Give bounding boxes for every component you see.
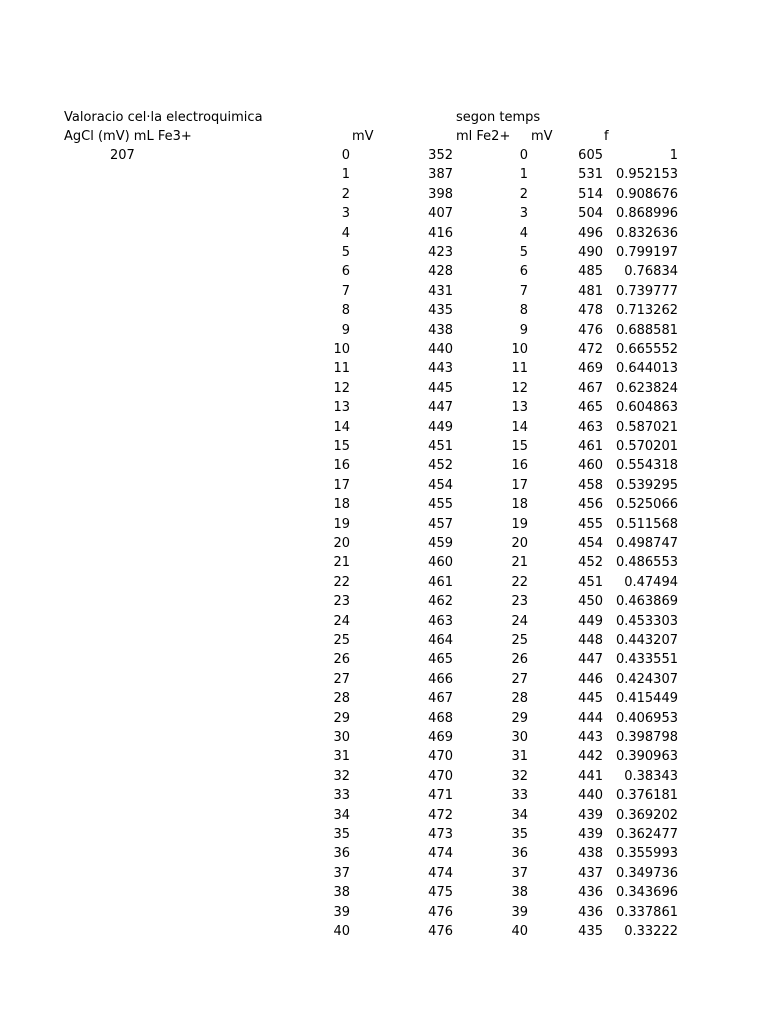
- mv-first-cell: 352: [428, 148, 453, 163]
- table-row: [0, 711, 768, 730]
- ml-fe2-cell: 21: [511, 555, 528, 571]
- header-agcl-ml-fe3: AgCl (mV) mL Fe3+: [64, 129, 192, 144]
- f-cell: 0.376181: [615, 788, 678, 804]
- mv-second-cell: 461: [578, 439, 603, 454]
- f-cell: 0.799197: [615, 245, 678, 260]
- ml-fe2-cell: 14: [511, 419, 528, 435]
- ml-fe3-cell: 33: [333, 788, 350, 804]
- mv-first-cell: 447: [428, 400, 453, 416]
- table-row: [0, 264, 768, 283]
- ml-fe3-cell: 6: [341, 264, 350, 280]
- f-cell: 0.570201: [615, 439, 678, 454]
- mv-second-cell: 496: [578, 225, 603, 241]
- ml-fe2-cell: 13: [511, 400, 528, 416]
- ml-fe2-cell: 8: [519, 303, 528, 319]
- mv-first-cell: 431: [428, 283, 453, 299]
- f-cell: 0.349736: [615, 865, 678, 881]
- f-cell: 0.362477: [615, 827, 678, 842]
- mv-first-cell: 466: [428, 671, 453, 687]
- ml-fe2-cell: 18: [511, 497, 528, 513]
- ml-fe3-cell: 4: [341, 225, 350, 241]
- mv-first-cell: 474: [428, 865, 453, 881]
- mv-first-cell: 472: [428, 807, 453, 823]
- ml-fe2-cell: 20: [511, 536, 528, 551]
- mv-second-cell: 456: [578, 497, 603, 513]
- mv-second-cell: 444: [578, 710, 603, 726]
- ml-fe2-cell: 16: [511, 458, 528, 474]
- mv-second-cell: 437: [578, 865, 603, 881]
- ml-fe2-cell: 5: [519, 245, 528, 260]
- ml-fe3-cell: 16: [333, 458, 350, 474]
- table-row: [0, 497, 768, 516]
- f-cell: 0.47494: [624, 574, 678, 590]
- mv-first-cell: 465: [428, 652, 453, 668]
- ml-fe2-cell: 4: [519, 225, 528, 241]
- ml-fe3-cell: 8: [341, 303, 350, 319]
- mv-second-cell: 485: [578, 264, 603, 280]
- ml-fe2-cell: 29: [511, 710, 528, 726]
- ml-fe3-cell: 9: [341, 322, 350, 338]
- ml-fe2-cell: 31: [511, 749, 528, 765]
- mv-first-cell: 476: [428, 924, 453, 939]
- table-row: [0, 284, 768, 303]
- ml-fe3-cell: 24: [333, 613, 350, 629]
- f-cell: 0.525066: [615, 497, 678, 513]
- table-row: [0, 226, 768, 245]
- mv-second-cell: 446: [578, 671, 603, 687]
- ml-fe3-cell: 25: [333, 633, 350, 648]
- ml-fe3-cell: 20: [333, 536, 350, 551]
- f-cell: 0.76834: [624, 264, 678, 280]
- table-row: [0, 594, 768, 613]
- mv-second-cell: 438: [578, 846, 603, 862]
- table-row: [0, 827, 768, 846]
- mv-first-cell: 445: [428, 380, 453, 396]
- ml-fe2-cell: 7: [519, 283, 528, 299]
- f-cell: 0.587021: [615, 419, 678, 435]
- mv-second-cell: 454: [578, 536, 603, 551]
- mv-first-cell: 387: [428, 167, 453, 183]
- f-cell: 0.511568: [615, 516, 678, 532]
- ml-fe2-cell: 37: [511, 865, 528, 881]
- ml-fe3-cell: 11: [333, 361, 350, 377]
- sheet-title: Valoracio cel·la electroquimica: [64, 110, 263, 125]
- mv-first-cell: 452: [428, 458, 453, 474]
- mv-first-cell: 416: [428, 225, 453, 241]
- ml-fe3-cell: 32: [333, 768, 350, 784]
- mv-first-cell: 461: [428, 574, 453, 590]
- ml-fe3-cell: 40: [333, 924, 350, 939]
- ml-fe2-cell: 27: [511, 671, 528, 687]
- mv-second-cell: 445: [578, 691, 603, 707]
- table-row: [0, 536, 768, 555]
- ml-fe3-cell: 0: [341, 148, 350, 163]
- f-cell: 0.398798: [615, 730, 678, 745]
- table-row: [0, 788, 768, 807]
- ml-fe2-cell: 12: [511, 380, 528, 396]
- table-row: [0, 206, 768, 225]
- ml-fe3-cell: 38: [333, 885, 350, 901]
- f-cell: 0.390963: [615, 749, 678, 765]
- f-cell: 0.453303: [615, 613, 678, 629]
- ml-fe3-cell: 37: [333, 865, 350, 881]
- ml-fe3-cell: 10: [333, 342, 350, 357]
- mv-first-cell: 470: [428, 749, 453, 765]
- table-row: [0, 342, 768, 361]
- mv-first-cell: 451: [428, 439, 453, 454]
- mv-first-cell: 470: [428, 768, 453, 784]
- table-row: [0, 439, 768, 458]
- ml-fe3-cell: 15: [333, 439, 350, 454]
- f-cell: 0.713262: [615, 303, 678, 319]
- ml-fe2-cell: 15: [511, 439, 528, 454]
- mv-first-cell: 428: [428, 264, 453, 280]
- ml-fe3-cell: 12: [333, 380, 350, 396]
- mv-second-cell: 472: [578, 342, 603, 357]
- table-row: [0, 303, 768, 322]
- ml-fe3-cell: 7: [341, 283, 350, 299]
- f-cell: 0.486553: [615, 555, 678, 571]
- table-row: [0, 905, 768, 924]
- ml-fe3-cell: 39: [333, 904, 350, 920]
- f-cell: 0.908676: [615, 186, 678, 202]
- mv-second-cell: 460: [578, 458, 603, 474]
- mv-second-cell: 440: [578, 788, 603, 804]
- ml-fe3-cell: 14: [333, 419, 350, 435]
- agcl-value: 207: [110, 148, 135, 163]
- ml-fe2-cell: 25: [511, 633, 528, 648]
- ml-fe2-cell: 9: [519, 322, 528, 338]
- ml-fe3-cell: 31: [333, 749, 350, 765]
- mv-first-cell: 460: [428, 555, 453, 571]
- table-row: [0, 691, 768, 710]
- f-cell: 0.38343: [624, 768, 678, 784]
- mv-first-cell: 407: [428, 206, 453, 222]
- ml-fe2-cell: 23: [511, 594, 528, 610]
- mv-second-cell: 449: [578, 613, 603, 629]
- table-row: [0, 846, 768, 865]
- mv-first-cell: 449: [428, 419, 453, 435]
- mv-second-cell: 514: [578, 186, 603, 202]
- mv-second-cell: 476: [578, 322, 603, 338]
- f-cell: 0.406953: [615, 710, 678, 726]
- mv-second-cell: 452: [578, 555, 603, 571]
- ml-fe2-cell: 38: [511, 885, 528, 901]
- table-row: [0, 167, 768, 186]
- mv-first-cell: 435: [428, 303, 453, 319]
- mv-second-cell: 465: [578, 400, 603, 416]
- table-row: [0, 517, 768, 536]
- mv-first-cell: 398: [428, 186, 453, 202]
- f-cell: 0.832636: [615, 225, 678, 241]
- table-row: [0, 361, 768, 380]
- ml-fe3-cell: 36: [333, 846, 350, 862]
- mv-second-cell: 439: [578, 807, 603, 823]
- f-cell: 0.739777: [615, 283, 678, 299]
- mv-second-cell: 436: [578, 885, 603, 901]
- table-row: [0, 672, 768, 691]
- f-cell: 0.644013: [615, 361, 678, 377]
- f-cell: 0.539295: [615, 477, 678, 493]
- f-cell: 0.433551: [615, 652, 678, 668]
- ml-fe2-cell: 0: [519, 148, 528, 163]
- mv-second-cell: 439: [578, 827, 603, 842]
- table-row: [0, 420, 768, 439]
- header-f: f: [604, 129, 609, 144]
- ml-fe2-cell: 26: [511, 652, 528, 668]
- mv-first-cell: 468: [428, 710, 453, 726]
- ml-fe2-cell: 19: [511, 516, 528, 532]
- mv-second-cell: 435: [578, 924, 603, 939]
- f-cell: 0.868996: [615, 206, 678, 222]
- table-row: [0, 808, 768, 827]
- f-cell: 0.623824: [615, 380, 678, 396]
- f-cell: 0.33222: [624, 924, 678, 939]
- table-row: [0, 652, 768, 671]
- table-row: [0, 400, 768, 419]
- table-row: [0, 148, 768, 167]
- ml-fe3-cell: 35: [333, 827, 350, 842]
- table-row: [0, 614, 768, 633]
- mv-second-cell: 451: [578, 574, 603, 590]
- mv-second-cell: 441: [578, 768, 603, 784]
- mv-first-cell: 474: [428, 846, 453, 862]
- ml-fe2-cell: 40: [511, 924, 528, 939]
- mv-first-cell: 457: [428, 516, 453, 532]
- table-row: [0, 730, 768, 749]
- ml-fe2-cell: 11: [511, 361, 528, 377]
- table-row: [0, 866, 768, 885]
- ml-fe2-cell: 34: [511, 807, 528, 823]
- ml-fe3-cell: 5: [341, 245, 350, 260]
- mv-first-cell: 459: [428, 536, 453, 551]
- f-cell: 0.343696: [615, 885, 678, 901]
- header-ml-fe2: ml Fe2+: [456, 129, 511, 144]
- ml-fe3-cell: 3: [341, 206, 350, 222]
- mv-first-cell: 473: [428, 827, 453, 842]
- f-cell: 0.688581: [615, 322, 678, 338]
- table-row: [0, 885, 768, 904]
- ml-fe3-cell: 23: [333, 594, 350, 610]
- mv-second-cell: 458: [578, 477, 603, 493]
- mv-first-cell: 462: [428, 594, 453, 610]
- f-cell: 0.463869: [615, 594, 678, 610]
- mv-second-cell: 442: [578, 749, 603, 765]
- section-title: segon temps: [456, 110, 541, 125]
- f-cell: 0.665552: [615, 342, 678, 357]
- ml-fe2-cell: 33: [511, 788, 528, 804]
- ml-fe3-cell: 13: [333, 400, 350, 416]
- ml-fe2-cell: 28: [511, 691, 528, 707]
- mv-second-cell: 447: [578, 652, 603, 668]
- table-row: [0, 749, 768, 768]
- ml-fe2-cell: 1: [519, 167, 528, 183]
- mv-second-cell: 490: [578, 245, 603, 260]
- table-row: [0, 187, 768, 206]
- mv-second-cell: 463: [578, 419, 603, 435]
- ml-fe3-cell: 18: [333, 497, 350, 513]
- header-mv-first: mV: [352, 129, 374, 144]
- mv-second-cell: 448: [578, 633, 603, 648]
- mv-first-cell: 440: [428, 342, 453, 357]
- f-cell: 0.554318: [615, 458, 678, 474]
- table-row: [0, 924, 768, 943]
- ml-fe3-cell: 34: [333, 807, 350, 823]
- ml-fe3-cell: 21: [333, 555, 350, 571]
- mv-first-cell: 438: [428, 322, 453, 338]
- ml-fe3-cell: 1: [341, 167, 350, 183]
- ml-fe2-cell: 6: [519, 264, 528, 280]
- mv-first-cell: 454: [428, 477, 453, 493]
- mv-first-cell: 463: [428, 613, 453, 629]
- f-cell: 1: [669, 148, 678, 163]
- ml-fe2-cell: 24: [511, 613, 528, 629]
- mv-second-cell: 605: [578, 148, 603, 163]
- ml-fe2-cell: 32: [511, 768, 528, 784]
- f-cell: 0.337861: [615, 904, 678, 920]
- ml-fe3-cell: 26: [333, 652, 350, 668]
- table-row: [0, 769, 768, 788]
- mv-second-cell: 467: [578, 380, 603, 396]
- table-row: [0, 633, 768, 652]
- mv-second-cell: 481: [578, 283, 603, 299]
- mv-first-cell: 475: [428, 885, 453, 901]
- mv-first-cell: 467: [428, 691, 453, 707]
- ml-fe2-cell: 36: [511, 846, 528, 862]
- mv-second-cell: 436: [578, 904, 603, 920]
- table-row: [0, 458, 768, 477]
- f-cell: 0.498747: [615, 536, 678, 551]
- f-cell: 0.355993: [615, 846, 678, 862]
- mv-first-cell: 443: [428, 361, 453, 377]
- ml-fe2-cell: 35: [511, 827, 528, 842]
- mv-second-cell: 504: [578, 206, 603, 222]
- mv-second-cell: 450: [578, 594, 603, 610]
- f-cell: 0.952153: [615, 167, 678, 183]
- ml-fe3-cell: 17: [333, 477, 350, 493]
- ml-fe2-cell: 3: [519, 206, 528, 222]
- ml-fe3-cell: 27: [333, 671, 350, 687]
- f-cell: 0.369202: [615, 807, 678, 823]
- table-row: [0, 555, 768, 574]
- mv-second-cell: 478: [578, 303, 603, 319]
- table-row: [0, 478, 768, 497]
- ml-fe2-cell: 17: [511, 477, 528, 493]
- header-mv-second: mV: [531, 129, 553, 144]
- mv-second-cell: 443: [578, 730, 603, 745]
- ml-fe3-cell: 30: [333, 730, 350, 745]
- ml-fe2-cell: 2: [519, 186, 528, 202]
- ml-fe2-cell: 22: [511, 574, 528, 590]
- ml-fe3-cell: 19: [333, 516, 350, 532]
- mv-first-cell: 423: [428, 245, 453, 260]
- ml-fe2-cell: 10: [511, 342, 528, 357]
- f-cell: 0.424307: [615, 671, 678, 687]
- mv-first-cell: 476: [428, 904, 453, 920]
- table-row: [0, 323, 768, 342]
- table-row: [0, 245, 768, 264]
- mv-second-cell: 531: [578, 167, 603, 183]
- ml-fe2-cell: 39: [511, 904, 528, 920]
- mv-first-cell: 469: [428, 730, 453, 745]
- f-cell: 0.443207: [615, 633, 678, 648]
- table-row: [0, 381, 768, 400]
- table-row: [0, 575, 768, 594]
- f-cell: 0.604863: [615, 400, 678, 416]
- f-cell: 0.415449: [615, 691, 678, 707]
- ml-fe3-cell: 29: [333, 710, 350, 726]
- mv-first-cell: 464: [428, 633, 453, 648]
- ml-fe3-cell: 22: [333, 574, 350, 590]
- ml-fe2-cell: 30: [511, 730, 528, 745]
- mv-first-cell: 455: [428, 497, 453, 513]
- mv-second-cell: 469: [578, 361, 603, 377]
- mv-first-cell: 471: [428, 788, 453, 804]
- ml-fe3-cell: 2: [341, 186, 350, 202]
- mv-second-cell: 455: [578, 516, 603, 532]
- ml-fe3-cell: 28: [333, 691, 350, 707]
